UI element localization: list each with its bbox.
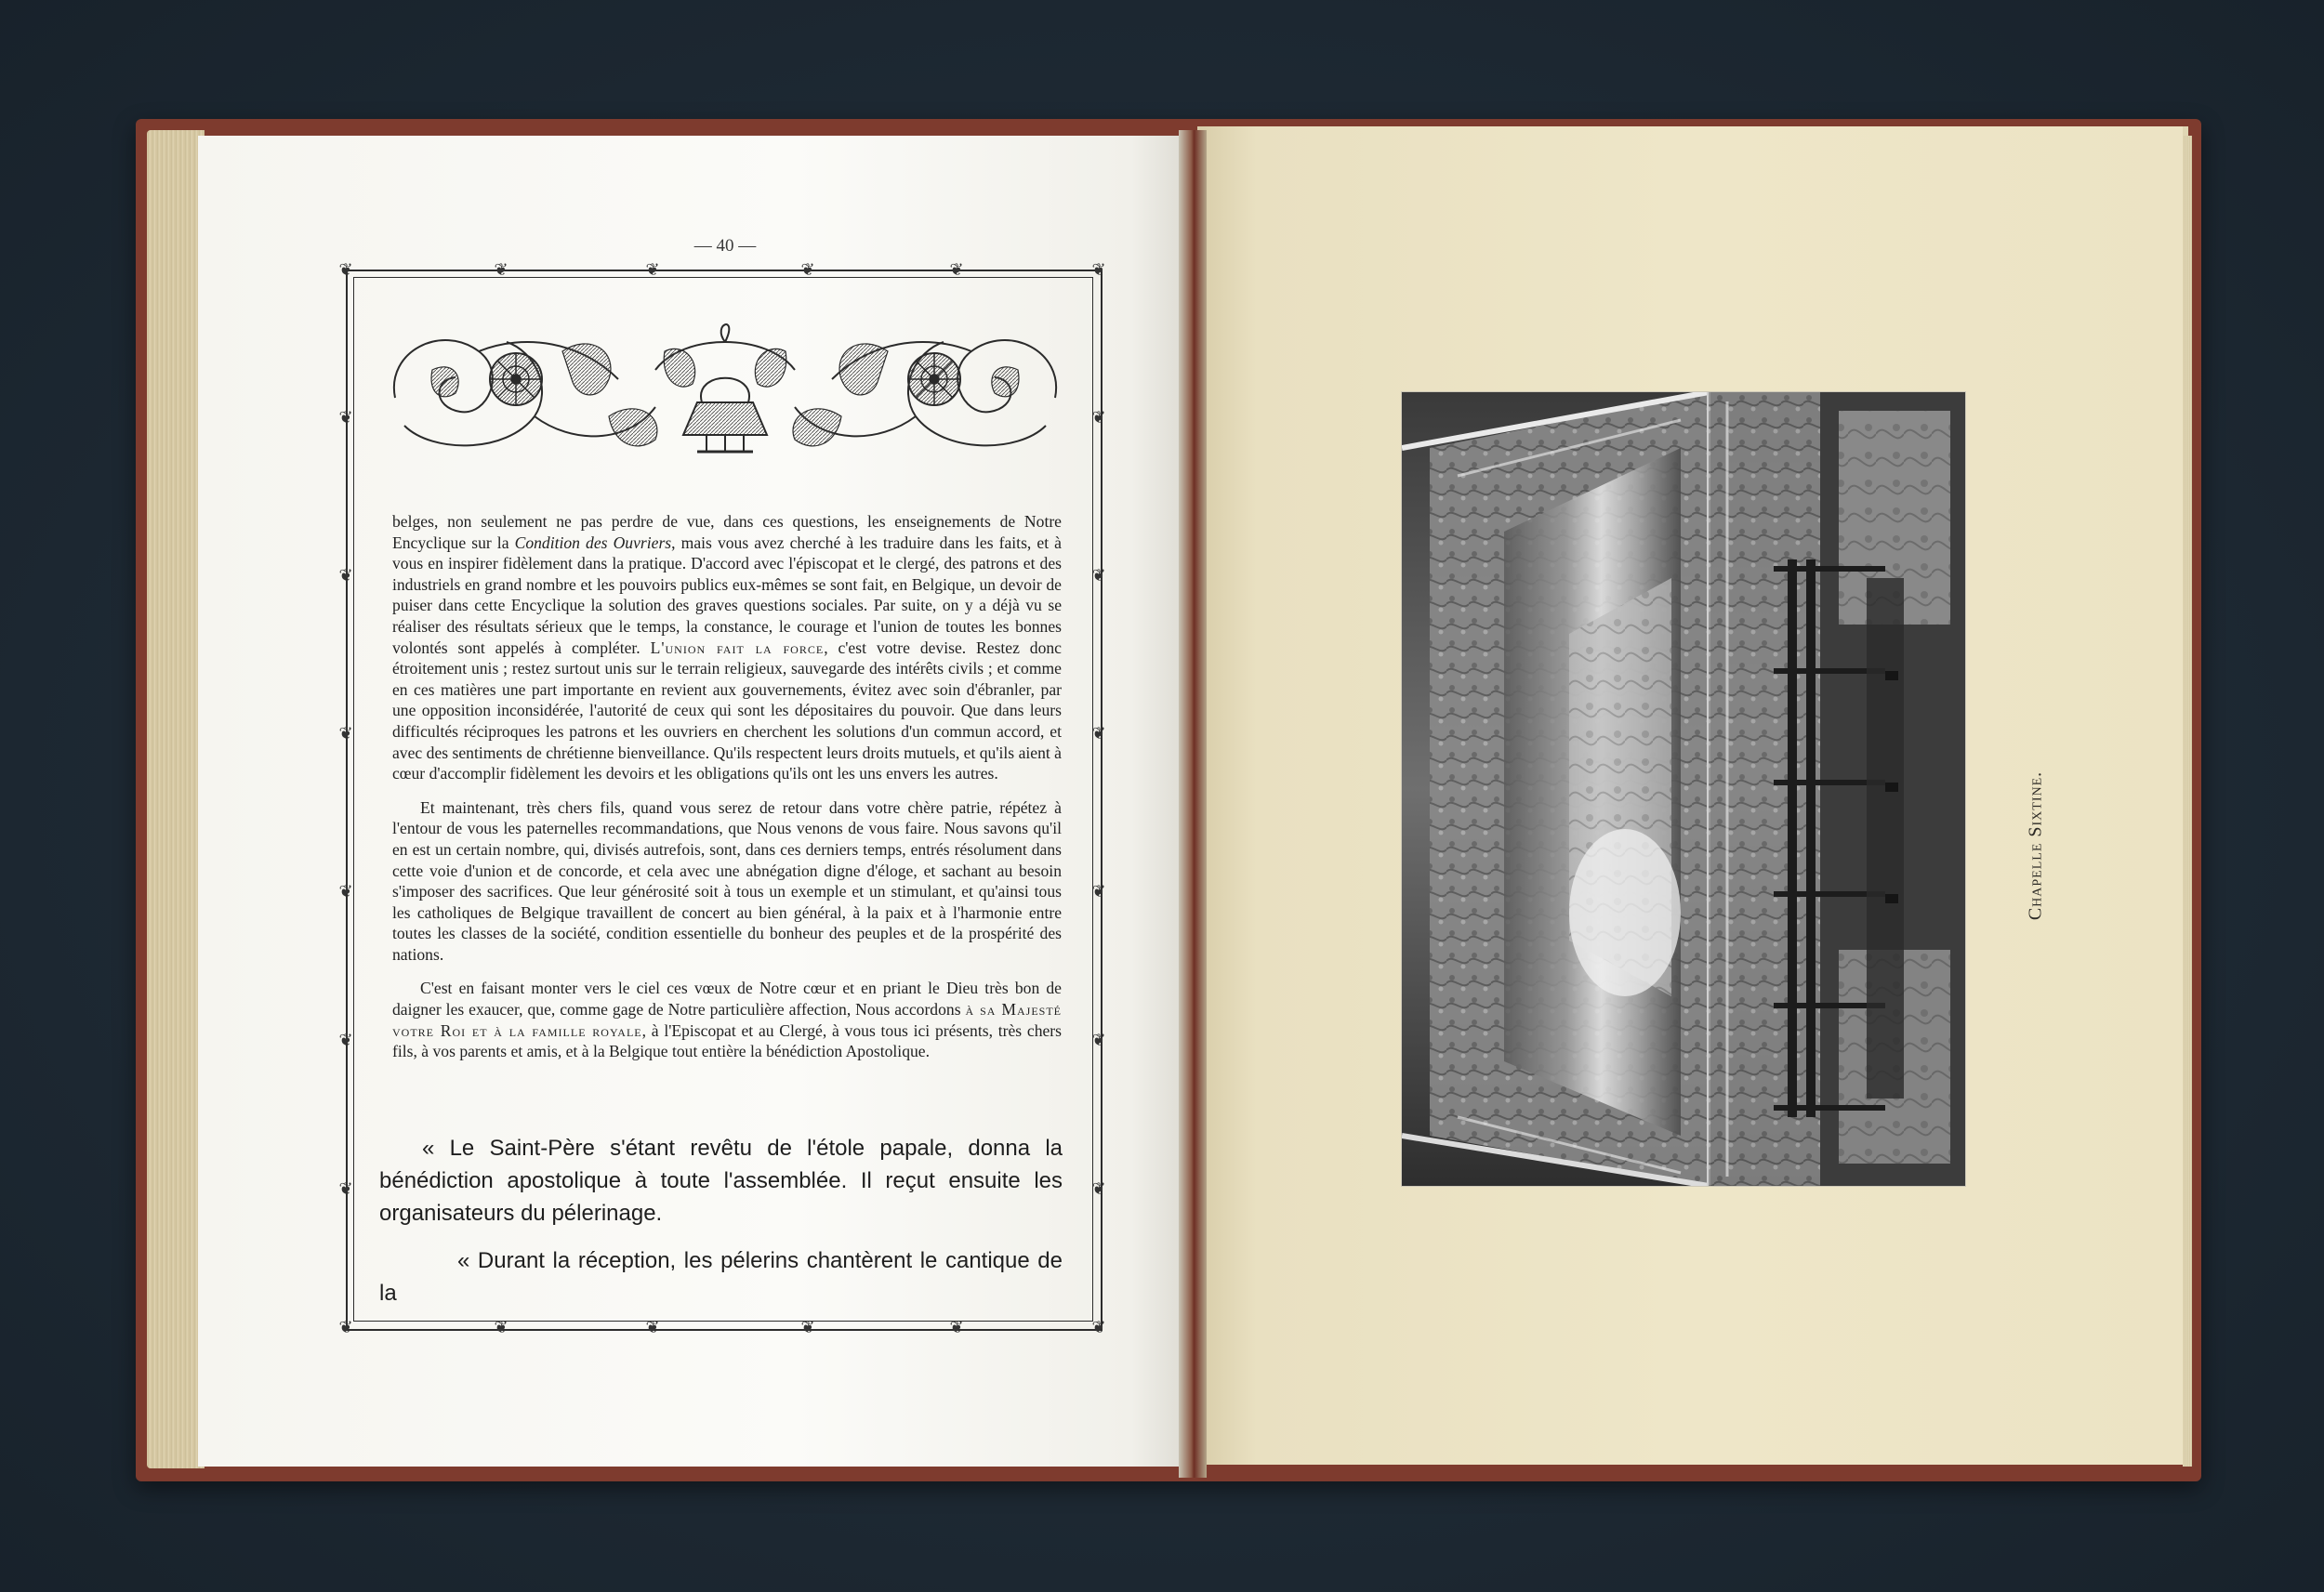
- fleuron-ornament: ❦: [338, 1179, 353, 1198]
- sistine-chapel-photograph: [1402, 392, 1965, 1186]
- fleuron-ornament: ❦: [338, 566, 353, 585]
- paragraph-1-part-b: , mais vous avez cherché à les traduire dans les faits, et à vous en inspirer fidèlement dans la pratique. D'accord avec l'épiscopat et le clergé, des patrons et des industriels en grand nombre et les pouvoirs publics eux-mêmes se sont fait, en Belgique, un devoir de puiser dans cette Encyclique la solution des graves questions sociales. Par suite, on y a déjà vu se réaliser des résultats sérieux que le temps, la constance, le courage et l'union de toutes les bonnes volontés sont appelés à compléter.: [392, 533, 1062, 657]
- motto-small-caps: L'union fait la force: [650, 638, 825, 657]
- fleuron-ornament: ❦: [338, 1031, 353, 1049]
- page-edges-left: [147, 130, 205, 1468]
- paragraph-1-part-a: belges, non seulement ne pas perdre de vue, dans ces questions, les enseignements de Notre Encyclique sur la: [392, 512, 1062, 552]
- paragraph-3-part-a: C'est en faisant monter vers le ciel ces vœux de Notre cœur et en priant le Dieu très bon de daigner les exaucer, que, comme gage de Notre particulière affection, Nous accordons: [392, 979, 1062, 1020]
- fleuron-ornament: ❦: [949, 260, 964, 279]
- fleuron-ornament: ❦: [338, 882, 353, 901]
- fleuron-ornament: ❦: [1091, 1031, 1106, 1049]
- fleuron-ornament: ❦: [645, 260, 660, 279]
- paragraph-1: [392, 511, 1062, 784]
- caption-text: Chapelle Sixtine.: [2025, 770, 2046, 921]
- fleuron-ornament: ❦: [338, 408, 353, 427]
- fleuron-ornament: ❦: [800, 260, 815, 279]
- fleuron-ornament: ❦: [1091, 408, 1106, 427]
- fleuron-ornament: ❦: [1091, 882, 1106, 901]
- narrative-text: [379, 1132, 1063, 1309]
- fleuron-ornament: ❦: [949, 1318, 964, 1336]
- paragraph-3-part-b: , à l'Episcopat et au Clergé, à vous tous ici présents, très chers fils, à vos parents et amis, et à la Belgique tout entière la bénédiction Apostolique.: [392, 1020, 1062, 1061]
- letter-text: [392, 511, 1062, 1062]
- headpiece-ornament: [376, 314, 1074, 463]
- royal-small-caps: à sa Majesté votre Roi et à la famille royale: [392, 1000, 1062, 1040]
- fleuron-ornament: ❦: [800, 1318, 815, 1336]
- quote-paragraph-1: « Le Saint-Père s'étant revêtu de l'étole papale, donna la bénédiction apostolique à toute l'assemblée. Il reçut ensuite les organisateurs du pélerinage.: [379, 1136, 1063, 1226]
- fleuron-ornament: ❦: [494, 1318, 508, 1336]
- plate-caption: [2025, 725, 2047, 967]
- fleuron-ornament: ❦: [338, 1318, 353, 1336]
- paragraph-3: [392, 978, 1062, 1061]
- fleuron-ornament: ❦: [1091, 566, 1106, 585]
- encyclical-title: Condition des Ouvriers: [514, 533, 672, 552]
- page-edges-right: [2183, 136, 2192, 1467]
- fleuron-ornament: ❦: [645, 1318, 660, 1336]
- fleuron-ornament: ❦: [1091, 260, 1106, 279]
- paragraph-2: Et maintenant, très chers fils, quand vous serez de retour dans votre chère patrie, répétez à l'entour de vous les paternelles recommandations, que Nous venons de vous faire. Nous savons qu'il en est un certain nombre, qui, divisés autrefois, sont, dans ces derniers temps, entrés résolument dans cette voie d'union et de concorde, et cela avec une abnégation digne d'éloge, et sachant au besoin s'imposer des sacrifices. Que leur générosité soit à tous un exemple et un stimulant, et qu'ainsi tous les catholiques de Belgique travaillent de concert au bien général, à la paix et à l'harmonie entre toutes les classes de la société, condition essentielle du bonheur des peuples et de la prospérité des nations.: [392, 797, 1062, 964]
- fleuron-ornament: ❦: [338, 724, 353, 743]
- fleuron-ornament: ❦: [1091, 724, 1106, 743]
- quote-paragraph-2: « Durant la réception, les pélerins chantèrent le cantique de la: [379, 1248, 1063, 1306]
- paragraph-1-part-c: , c'est votre devise. Restez donc étroitement unis ; restez surtout unis sur le terrain religieux, sauvegarde des intérêts civils ; et comme en ces matières une part importante en revient aux gouvernements, évitez avec soin d'ébranler, par une opposition inconsidérée, l'autorité de ceux qui sont les dépositaires du pouvoir. Que dans leurs difficultés réciproques les patrons et les ouvriers en cherchent les solutions d'un commun accord, et avec des sentiments de chrétienne bienveillance. Qu'ils respectent leurs droits mutuels, et qu'ils aient à cœur d'accomplir fidèlement les devoirs et les obligations qu'ils ont les uns envers les autres.: [392, 638, 1062, 783]
- page-number: — 40 —: [693, 236, 757, 256]
- fleuron-ornament: ❦: [494, 260, 508, 279]
- book-gutter: [1179, 130, 1207, 1478]
- fleuron-ornament: ❦: [1091, 1318, 1106, 1336]
- photo-plate: [1402, 392, 1965, 1186]
- fleuron-ornament: ❦: [1091, 1179, 1106, 1198]
- fleuron-ornament: ❦: [338, 260, 353, 279]
